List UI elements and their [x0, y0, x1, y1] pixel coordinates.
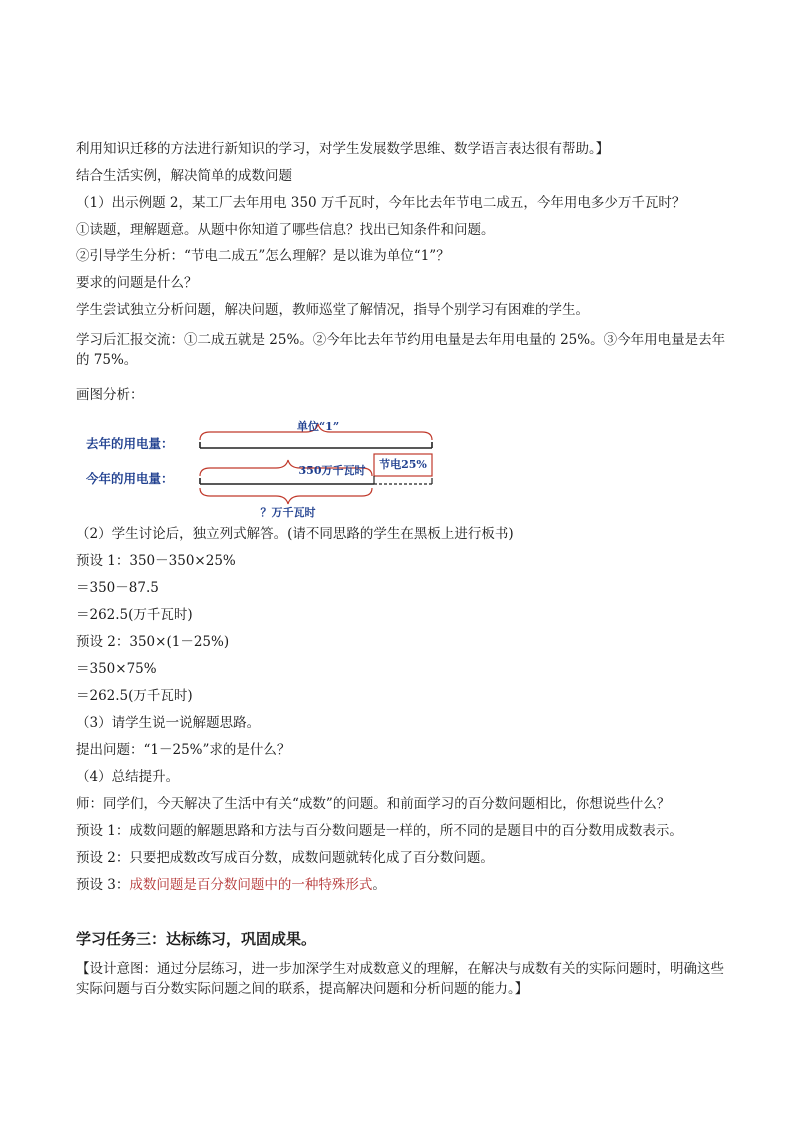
solution-1-line: ＝262.5(万千瓦时) — [76, 607, 193, 623]
summary-line: 预设 2：只要把成数改写成百分数，成数问题就转化成了百分数问题。 — [76, 850, 494, 866]
teacher-line: 师：同学们，今天解决了生活中有关“成数”的问题。和前面学习的百分数问题相比，你想说些什么？ — [76, 796, 671, 812]
last-year-label: 去年的用电量： — [86, 436, 174, 451]
summary-prefix: 预设 3： — [76, 877, 130, 893]
solution-2-line: ＝262.5(万千瓦时) — [76, 688, 193, 704]
step-solve: （2）学生讨论后，独立列式解答。(请不同思路的学生在黑板上进行板书) — [76, 526, 514, 542]
unknown-label: ？万千瓦时 — [260, 506, 316, 519]
question-line: 要求的问题是什么？ — [76, 275, 198, 291]
step-analyze: ②引导学生分析：“节电二成五”怎么理解？是以谁为单位“1”？ — [76, 248, 450, 264]
diagram-caption: 画图分析： — [76, 387, 144, 403]
step-explain: （3）请学生说一说解题思路。 — [76, 715, 261, 731]
summary-suffix: 。 — [372, 877, 386, 893]
highlighted-conclusion: 成数问题是百分数问题中的一种特殊形式 — [129, 877, 373, 893]
amount-label: 350万千瓦时 — [298, 464, 366, 477]
solution-1-line: ＝350－87.5 — [76, 580, 159, 596]
summary-line: 预设 1：成数问题的解题思路和方法与百分数问题是一样的，所不同的是题目中的百分数用成数表示。 — [76, 823, 683, 839]
report-exchange: 学习后汇报交流：①二成五就是 25%。②今年比去年节约用电量是去年用电量的 25%。③今年用电量是去年的 75%。 — [76, 332, 726, 368]
task-heading: 学习任务三：达标练习，巩固成果。 — [76, 930, 317, 948]
solution-1-line: 预设 1：350－350×25% — [76, 553, 236, 569]
unit-one-label: 单位“1” — [296, 420, 340, 433]
saving-label: 节电25% — [379, 458, 427, 471]
step-read: ①读题，理解题意。从题中你知道了哪些信息？找出已知条件和问题。 — [76, 222, 495, 238]
section-subtitle: 结合生活实例，解决简单的成数问题 — [76, 168, 292, 184]
paragraph-line: 利用知识迁移的方法进行新知识的学习，对学生发展数学思维、数学语言表达很有帮助。】 — [76, 141, 610, 157]
summary-line — [76, 875, 726, 895]
question-line: 提出问题：“1－25%”求的是什么？ — [76, 742, 291, 758]
this-year-label: 今年的用电量： — [86, 471, 174, 486]
step-summary: （4）总结提升。 — [76, 769, 180, 785]
unknown-brace — [200, 488, 372, 504]
bar-diagram — [76, 412, 456, 520]
solution-2-line: 预设 2：350×(1－25%) — [76, 634, 230, 650]
example-problem: （1）出示例题 2，某工厂去年用电 350 万千瓦时，今年比去年节电二成五，今年用电多少万千瓦时？ — [76, 195, 686, 211]
design-intent: 【设计意图：通过分层练习，进一步加深学生对成数意义的理解，在解决与成数有关的实际问题时，明确这些实际问题与百分数实际问题之间的联系，提高解决问题和分析问题的能力。】 — [76, 961, 724, 997]
solution-2-line: ＝350×75% — [76, 661, 157, 677]
paragraph-line: 学生尝试独立分析问题，解决问题，教师巡堂了解情况，指导个别学习有困难的学生。 — [76, 302, 589, 318]
